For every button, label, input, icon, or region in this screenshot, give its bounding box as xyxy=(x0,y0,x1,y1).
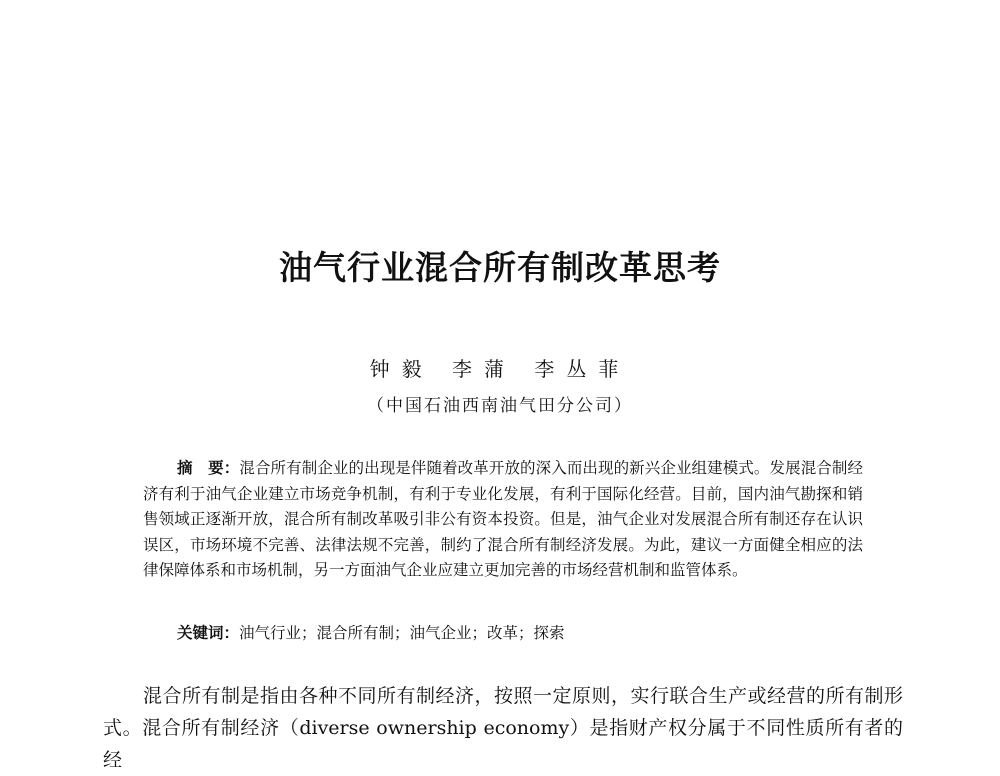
abstract xyxy=(143,455,863,584)
abstract-label: 摘 要： xyxy=(177,458,240,477)
keywords-label: 关键词： xyxy=(177,623,240,642)
keywords xyxy=(177,621,565,645)
abstract-text: 混合所有制企业的出现是伴随着改革开放的深入而出现的新兴企业组建模式。发展混合制经济有利于油气企业建立市场竞争机制，有利于专业化发展，有利于国际化经营。目前，国内油气勘探和销售领域正逐渐开放，混合所有制改革吸引非公有资本投资。但是，油气企业对发展混合所有制还存在认识误区，市场环境不完善、法律法规不完善，制约了混合所有制经济发展。为此，建议一方面健全相应的法律保障体系和市场机制，另一方面油气企业应建立更加完善的市场经营机制和监管体系。 xyxy=(143,459,863,580)
author-list: 钟毅 李蒲 李丛菲 xyxy=(369,357,631,381)
keywords-text: 油气行业；混合所有制；油气企业；改革；探索 xyxy=(239,624,565,642)
body-paragraph: 混合所有制是指由各种不同所有制经济，按照一定原则，实行联合生产或经营的所有制形式。混合所有制经济（diverse ownership economy）是指财产权分属于不同性质所有者的经 xyxy=(103,685,903,771)
paper-title: 油气行业混合所有制改革思考 xyxy=(279,248,721,287)
author-affiliation: （中国石油西南油气田分公司） xyxy=(367,396,633,416)
